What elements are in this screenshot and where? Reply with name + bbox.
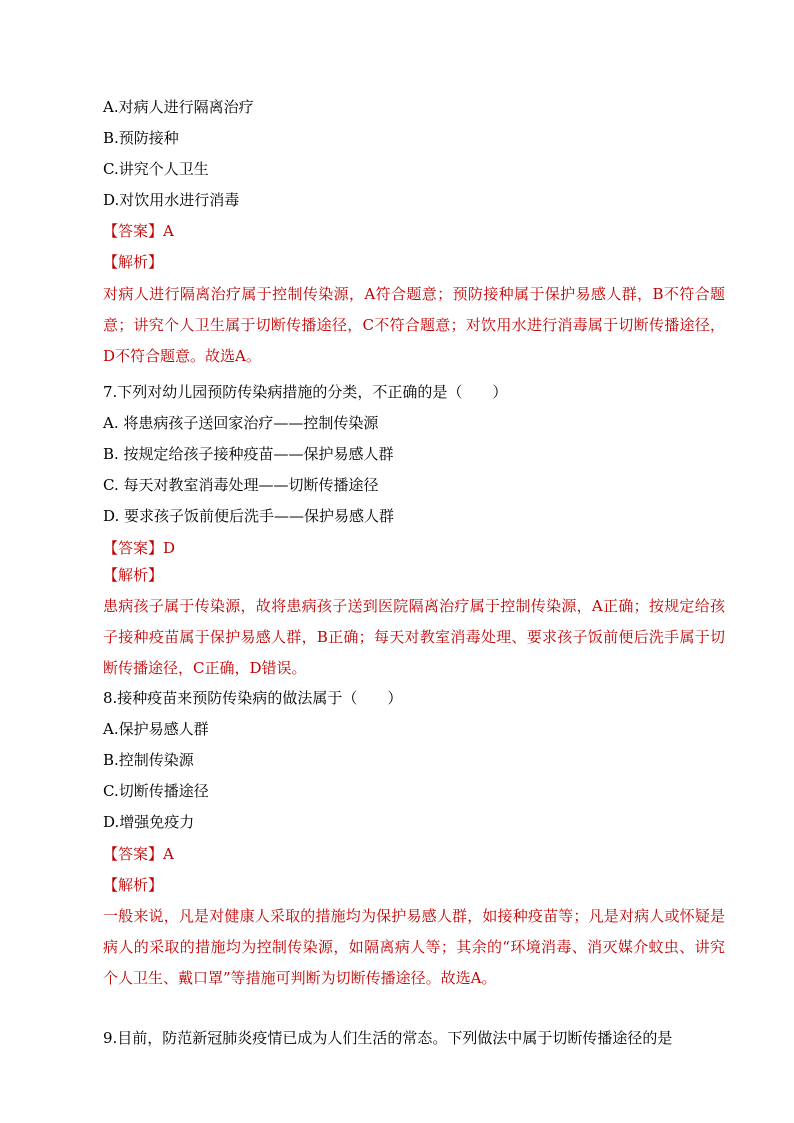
q6-analysis: 对病人进行隔离治疗属于控制传染源，A符合题意；预防接种属于保护易感人群，B不符合题意；讲究个人卫生属于切断传播途径，C不符合题意；对饮用水进行消毒属于切断传播途径，D不符合题意。故选A。 <box>103 285 725 365</box>
q7-option-c: C. 每天对教室消毒处理——切断传播途径 <box>103 476 379 494</box>
q7-analysis-tag: 【解析】 <box>103 566 164 584</box>
q7-option-d: D. 要求孩子饭前便后洗手——保护易感人群 <box>103 507 395 525</box>
q6-answer-value: A <box>163 222 174 240</box>
q8-analysis-tag: 【解析】 <box>103 876 164 894</box>
q6-option-b: B.预防接种 <box>103 129 179 147</box>
q6-option-a: A.对病人进行隔离治疗 <box>103 98 254 116</box>
q7-question: 7.下列对幼儿园预防传染病措施的分类，不正确的是（ ） <box>103 383 508 401</box>
q6-analysis-tag: 【解析】 <box>103 253 164 271</box>
q7-answer <box>103 538 175 558</box>
q7-analysis: 患病孩子属于传染源，故将患病孩子送到医院隔离治疗属于控制传染源，A正确；按规定给孩子接种疫苗属于保护易感人群，B正确；每天对教室消毒处理、要求孩子饭前便后洗手属于切断传播途径，C正确，D错误。 <box>103 597 725 677</box>
q6-answer <box>103 221 174 241</box>
q8-answer-value: A <box>163 845 174 863</box>
q8-answer <box>103 844 174 864</box>
q8-option-d: D.增强免疫力 <box>103 813 195 831</box>
q8-analysis: 一般来说，凡是对健康人采取的措施均为保护易感人群，如接种疫苗等；凡是对病人或怀疑是病人的采取的措施均为控制传染源，如隔离病人等；其余的“环境消毒、消灭媒介蚊虫、讲究个人卫生、戴口罩”等措施可判断为切断传播途径。故选A。 <box>103 907 725 987</box>
q6-option-c: C.讲究个人卫生 <box>103 160 209 178</box>
q9-question: 9.目前，防范新冠肺炎疫情已成为人们生活的常态。下列做法中属于切断传播途径的是 <box>103 1029 673 1047</box>
q8-option-b: B.控制传染源 <box>103 751 194 769</box>
q6-option-d: D.对饮用水进行消毒 <box>103 191 240 209</box>
q7-answer-tag: 【答案】 <box>103 539 164 557</box>
q7-option-a: A. 将患病孩子送回家治疗——控制传染源 <box>103 414 379 432</box>
q8-option-a: A.保护易感人群 <box>103 720 209 738</box>
q8-question: 8.接种疫苗来预防传染病的做法属于（ ） <box>103 689 403 707</box>
q8-answer-tag: 【答案】 <box>103 845 164 863</box>
q6-answer-tag: 【答案】 <box>103 222 164 240</box>
q7-option-b: B. 按规定给孩子接种疫苗——保护易感人群 <box>103 445 394 463</box>
q8-option-c: C.切断传播途径 <box>103 782 209 800</box>
q7-answer-value: D <box>163 539 176 557</box>
